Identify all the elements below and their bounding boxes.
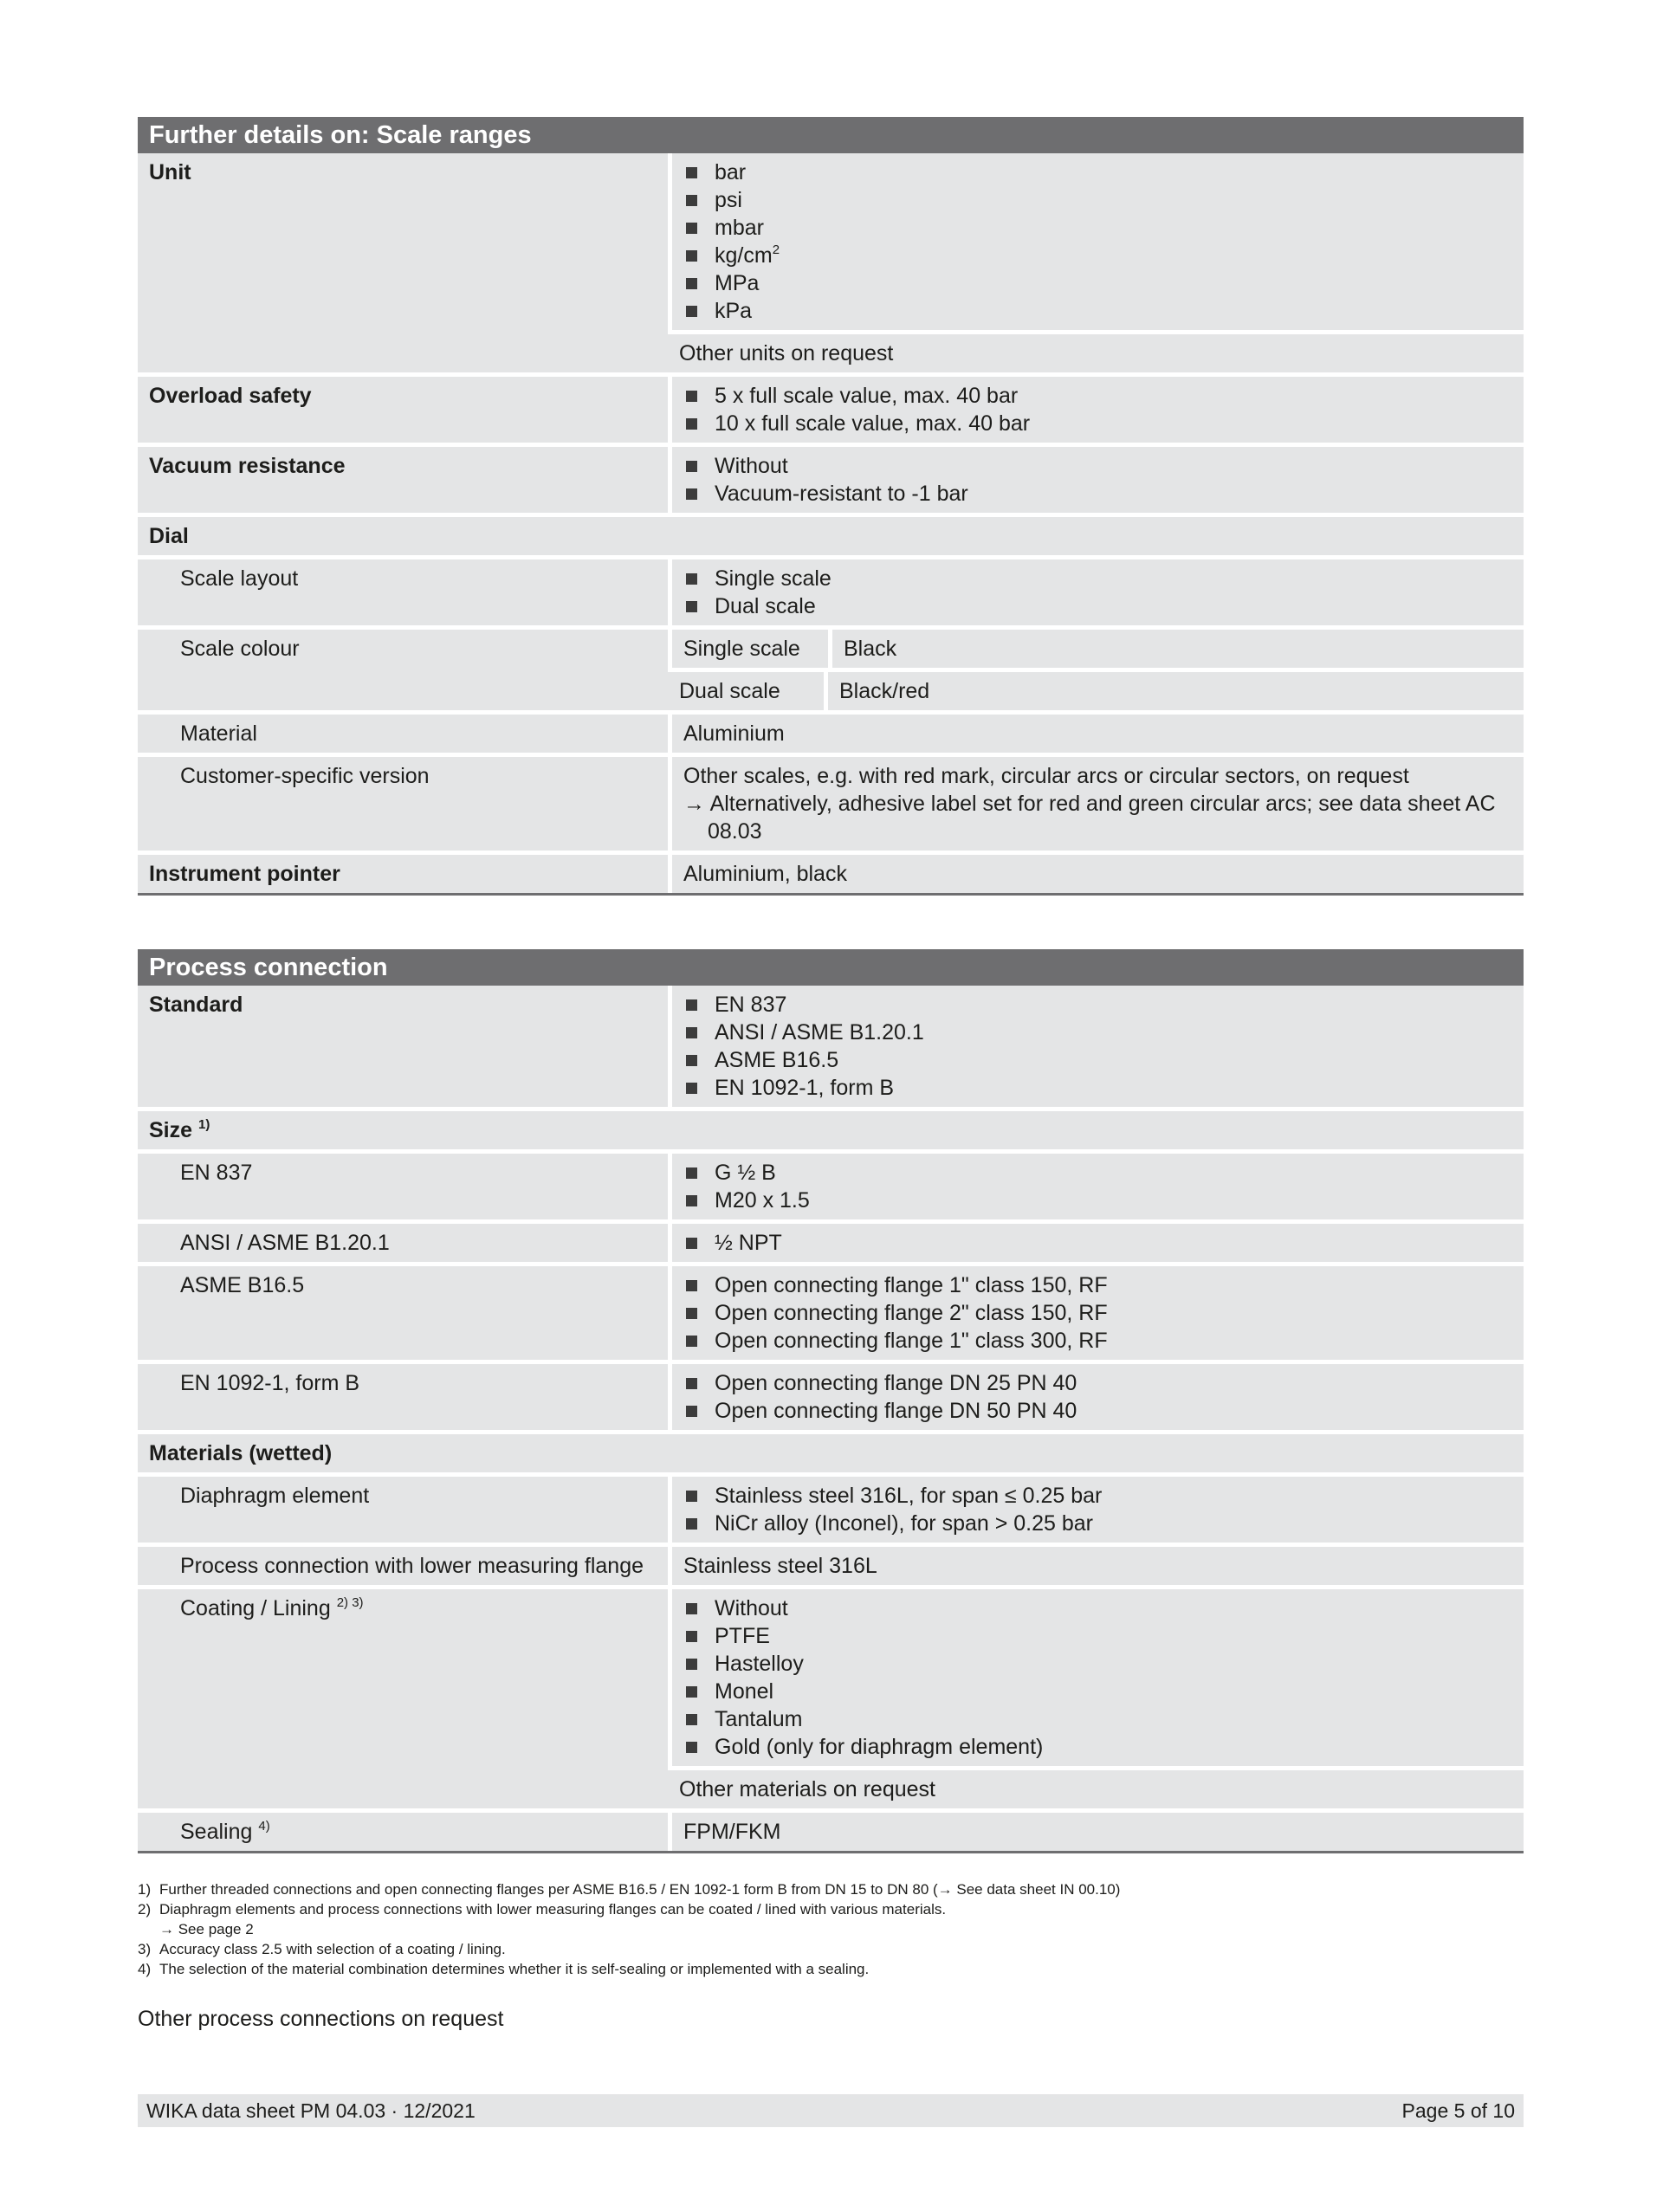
list-item: Single scale: [683, 565, 1513, 592]
coating-label: Coating / Lining $^{2) 3)}$: [138, 1589, 668, 1808]
scale-layout-label: Scale layout: [138, 559, 668, 625]
list-item: Dual scale: [683, 592, 1513, 620]
list-item: ASME B16.5: [683, 1046, 1513, 1074]
diaphragm-label: Diaphragm element: [138, 1477, 668, 1543]
page-footer: [138, 2094, 1524, 2127]
list-item: M20 x 1.5: [683, 1187, 1513, 1214]
footer-page-number: Page 5 of 10: [1401, 2099, 1515, 2122]
list-item: Without: [683, 1594, 1513, 1622]
superscript: 4): [258, 1819, 270, 1834]
en837-values: [668, 1154, 1524, 1219]
list-item: psi: [683, 186, 1513, 214]
superscript: 1): [197, 1117, 210, 1132]
standard-label: Standard: [138, 986, 668, 1107]
superscript: 2) 3): [336, 1595, 364, 1610]
en1092-label: EN 1092-1, form B: [138, 1364, 668, 1430]
list-item: MPa: [683, 269, 1513, 297]
table-row: [138, 1111, 1524, 1149]
coating-values: [668, 1589, 1524, 1766]
vacuum-values: [668, 447, 1524, 513]
table-row: [138, 517, 1524, 555]
table-row: [138, 1434, 1524, 1472]
table-bottom-rule: [138, 1851, 1524, 1853]
list-item: 10 x full scale value, max. 40 bar: [683, 410, 1513, 437]
ansi-values: [668, 1224, 1524, 1262]
list-item: 5 x full scale value, max. 40 bar: [683, 382, 1513, 410]
list-item: Open connecting flange DN 25 PN 40: [683, 1369, 1513, 1397]
table-row: [138, 715, 1524, 753]
table-row: [138, 153, 1524, 330]
other-connections-note: Other process connections on request: [138, 2007, 504, 2031]
table-row: [138, 1813, 1524, 1851]
scale-ranges-table: [138, 149, 1524, 897]
overload-label: Overload safety: [138, 377, 668, 443]
list-item: mbar: [683, 214, 1513, 242]
section-header-process-connection: Process connection: [138, 949, 1524, 986]
footnote: 2) Diaphragm elements and process connections with lower measuring flanges can be coated / lined with various materials.: [138, 1901, 947, 1918]
colour-single-value: Black: [831, 630, 1524, 668]
vacuum-label: Vacuum resistance: [138, 447, 668, 513]
table-row: [138, 986, 1524, 1107]
en1092-values: [668, 1364, 1524, 1430]
overload-values: [668, 377, 1524, 443]
table-row: [138, 447, 1524, 513]
list-item: Gold (only for diaphragm element): [683, 1733, 1513, 1761]
list-item: Open connecting flange 2" class 150, RF: [683, 1299, 1513, 1327]
list-item: EN 837: [683, 991, 1513, 1019]
superscript: 2: [772, 243, 780, 257]
pointer-label: Instrument pointer: [138, 855, 668, 893]
sealing-value: FPM/FKM: [668, 1813, 1524, 1851]
table-row: [138, 559, 1524, 625]
list-item: PTFE: [683, 1622, 1513, 1650]
table-row: [138, 757, 1524, 851]
list-item: NiCr alloy (Inconel), for span > 0.25 bar: [683, 1510, 1513, 1537]
asme-values: [668, 1266, 1524, 1360]
list-item: kPa: [683, 297, 1513, 325]
lower-flange-value: Stainless steel 316L: [668, 1547, 1524, 1585]
table-row: [138, 630, 1524, 668]
table-row: [138, 1364, 1524, 1430]
list-item: Tantalum: [683, 1705, 1513, 1733]
footer-document-id: WIKA data sheet PM 04.03 · 12/2021: [146, 2099, 476, 2122]
list-item: Stainless steel 316L, for span ≤ 0.25 bar: [683, 1482, 1513, 1510]
list-item: Hastelloy: [683, 1650, 1513, 1678]
colour-dual-value: Black/red: [826, 672, 1524, 710]
colour-single-label: Single scale: [672, 630, 831, 668]
table-row: [138, 1547, 1524, 1585]
scale-colour-dual: [668, 672, 1524, 710]
footnote: 4) The selection of the material combination determines whether it is self-sealing or implemented with a sealing.: [138, 1961, 870, 1977]
en837-label: EN 837: [138, 1154, 668, 1219]
table-row: [138, 1589, 1524, 1766]
process-connection-table: [138, 981, 1524, 1855]
scale-colour-single: [668, 630, 1524, 668]
table-row: [138, 1224, 1524, 1262]
footnote: 1) Further threaded connections and open connecting flanges per ASME B16.5 / EN 1092-1 form B from DN 15 to DN 80 (→ See data sheet IN 00.10): [138, 1881, 1121, 1898]
list-item: Without: [683, 452, 1513, 480]
table-row: [138, 1477, 1524, 1543]
colour-dual-label: Dual scale: [668, 672, 826, 710]
table-row: [138, 855, 1524, 893]
lower-flange-label: Process connection with lower measuring flange: [138, 1547, 668, 1585]
sealing-label: Sealing $^{4)}$: [138, 1813, 668, 1851]
materials-label: Materials (wetted): [138, 1434, 1524, 1472]
material-label: Material: [138, 715, 668, 753]
footnote: 3) Accuracy class 2.5 with selection of a coating / lining.: [138, 1941, 506, 1957]
table-row: [138, 377, 1524, 443]
standard-values: [668, 986, 1524, 1107]
scale-colour-label: Scale colour: [138, 630, 668, 710]
units-other: Other units on request: [668, 334, 1524, 372]
unit-label: Unit: [138, 153, 668, 372]
section-header-scale-ranges: Further details on: Scale ranges: [138, 117, 1524, 153]
custom-label: Customer-specific version: [138, 757, 668, 851]
list-item: $kg/cm^2$: [683, 242, 1513, 269]
list-item: Monel: [683, 1678, 1513, 1705]
footnote-continuation: → See page 2: [159, 1921, 254, 1937]
page-content: [138, 117, 1524, 2033]
list-item: bar: [683, 158, 1513, 186]
coating-other: Other materials on request: [668, 1770, 1524, 1808]
size-label: Size $^{1)}$: [138, 1111, 1524, 1149]
list-item: ½ NPT: [683, 1229, 1513, 1257]
table-row: [138, 1266, 1524, 1360]
custom-line: Other scales, e.g. with red mark, circular arcs or circular sectors, on request: [683, 764, 1409, 788]
material-value: Aluminium: [668, 715, 1524, 753]
list-item: Open connecting flange 1" class 150, RF: [683, 1271, 1513, 1299]
list-item: G ½ B: [683, 1159, 1513, 1187]
ansi-label: ANSI / ASME B1.20.1: [138, 1224, 668, 1262]
dial-label: Dial: [138, 517, 1524, 555]
list-item: ANSI / ASME B1.20.1: [683, 1019, 1513, 1046]
list-item: Open connecting flange DN 50 PN 40: [683, 1397, 1513, 1425]
asme-label: ASME B16.5: [138, 1266, 668, 1360]
custom-line-arrow: → Alternatively, adhesive label set for red and green circular arcs; see data sheet AC 08.03: [683, 792, 1496, 844]
unit-values: [668, 153, 1524, 330]
list-item: Open connecting flange 1" class 300, RF: [683, 1327, 1513, 1355]
diaphragm-values: [668, 1477, 1524, 1543]
footnotes: [138, 1879, 1524, 1979]
list-item: Vacuum-resistant to -1 bar: [683, 480, 1513, 508]
pointer-value: Aluminium, black: [668, 855, 1524, 893]
list-item: EN 1092-1, form B: [683, 1074, 1513, 1102]
scale-layout-values: [668, 559, 1524, 625]
table-row: [138, 1154, 1524, 1219]
custom-values: [668, 757, 1524, 851]
